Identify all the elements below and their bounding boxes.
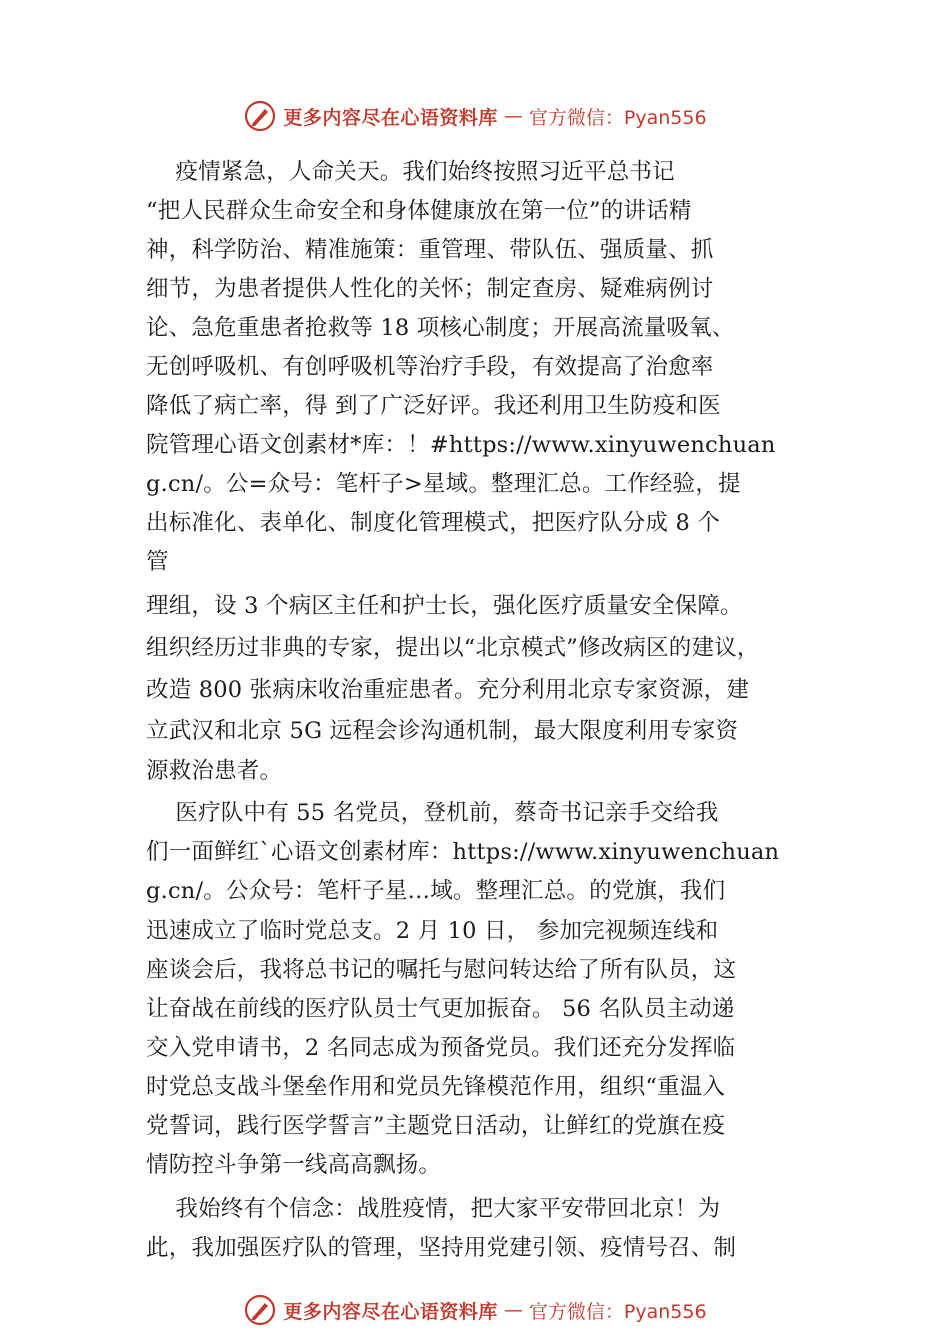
watermark-separator: —	[503, 1299, 523, 1321]
text-line: 情防控斗争第一线高高飘扬。	[146, 1152, 442, 1178]
text-line: 无创呼吸机、有创呼吸机等治疗手段，有效提高了治愈率	[146, 354, 714, 380]
text-line: 让奋战在前线的医疗队员士气更加振奋。 56 名队员主动递	[146, 996, 735, 1022]
text-line: 神，科学防治、精准施策：重管理、带队伍、强质量、抓	[146, 237, 714, 263]
text-line: 源救治患者。	[146, 758, 283, 784]
text-line: 时党总支战斗堡垒作用和党员先锋模范作用，组织“重温入	[146, 1074, 726, 1100]
text-line: 管	[146, 549, 169, 575]
text-line: 院管理心语文创素材*库：！#https://www.xinyuwenchuan	[146, 432, 776, 458]
text-line: 出标准化、表单化、制度化管理模式，把医疗队分成 8 个	[146, 510, 721, 536]
text-line: 理组，设 3 个病区主任和护士长，强化医疗质量安全保障。	[146, 593, 743, 619]
watermark-brand: 更多内容尽在心语资料库	[283, 106, 498, 129]
text-line: “把人民群众生命安全和身体健康放在第一位”的讲话精	[146, 198, 692, 224]
text-line: 们一面鲜红`心语文创素材库：https://www.xinyuwenchuan	[146, 839, 780, 865]
text-line: 细节，为患者提供人性化的关怀；制定查房、疑难病例讨	[146, 276, 714, 302]
watermark-separator: —	[503, 105, 523, 127]
text-line: 座谈会后，我将总书记的嘱托与慰问转达给了所有队员，这	[146, 957, 737, 983]
text-line: 我始终有个信念：战胜疫情，把大家平安带回北京！为	[146, 1196, 721, 1222]
text-line: 降低了病亡率，得 到了广泛好评。我还利用卫生防疫和医	[146, 393, 721, 419]
watermark-wechat: 官方微信：Pyan556	[528, 106, 707, 129]
text-line: 组织经历过非典的专家，提出以“北京模式”修改病区的建议，	[146, 635, 760, 661]
text-line: 论、急危重患者抢救等 18 项核心制度；开展高流量吸氧、	[146, 315, 735, 341]
text-line: 此，我加强医疗队的管理，坚持用党建引领、疫情号召、制	[146, 1235, 737, 1261]
watermark-brand: 更多内容尽在心语资料库	[283, 1300, 498, 1323]
text-line: 迅速成立了临时党总支。2 月 10 日， 参加完视频连线和	[146, 918, 719, 944]
text-line: 疫情紧急，人命关天。我们始终按照习近平总书记	[146, 159, 675, 185]
header-watermark	[0, 96, 950, 136]
text-line: 医疗队中有 55 名党员，登机前，蔡奇书记亲手交给我	[146, 800, 719, 826]
text-line: 交入党申请书，2 名同志成为预备党员。我们还充分发挥临	[146, 1035, 736, 1061]
text-line: g.cn/。公=众号：笔杆子>星域。整理汇总。工作经验，提	[146, 471, 741, 497]
text-line: 改造 800 张病床收治重症患者。充分利用北京专家资源，建	[146, 677, 750, 703]
watermark-wechat: 官方微信：Pyan556	[528, 1300, 707, 1323]
pen-nib-circle-icon	[243, 99, 277, 133]
pen-nib-circle-icon	[243, 1293, 277, 1327]
text-line: 立武汉和北京 5G 远程会诊沟通机制，最大限度利用专家资	[146, 718, 739, 744]
text-line: 党誓词，践行医学誓言”主题党日活动，让鲜红的党旗在疫	[146, 1113, 726, 1139]
footer-watermark	[0, 1290, 950, 1330]
text-line: g.cn/。公众号：笔杆子星…域。整理汇总。的党旗，我们	[146, 878, 726, 904]
